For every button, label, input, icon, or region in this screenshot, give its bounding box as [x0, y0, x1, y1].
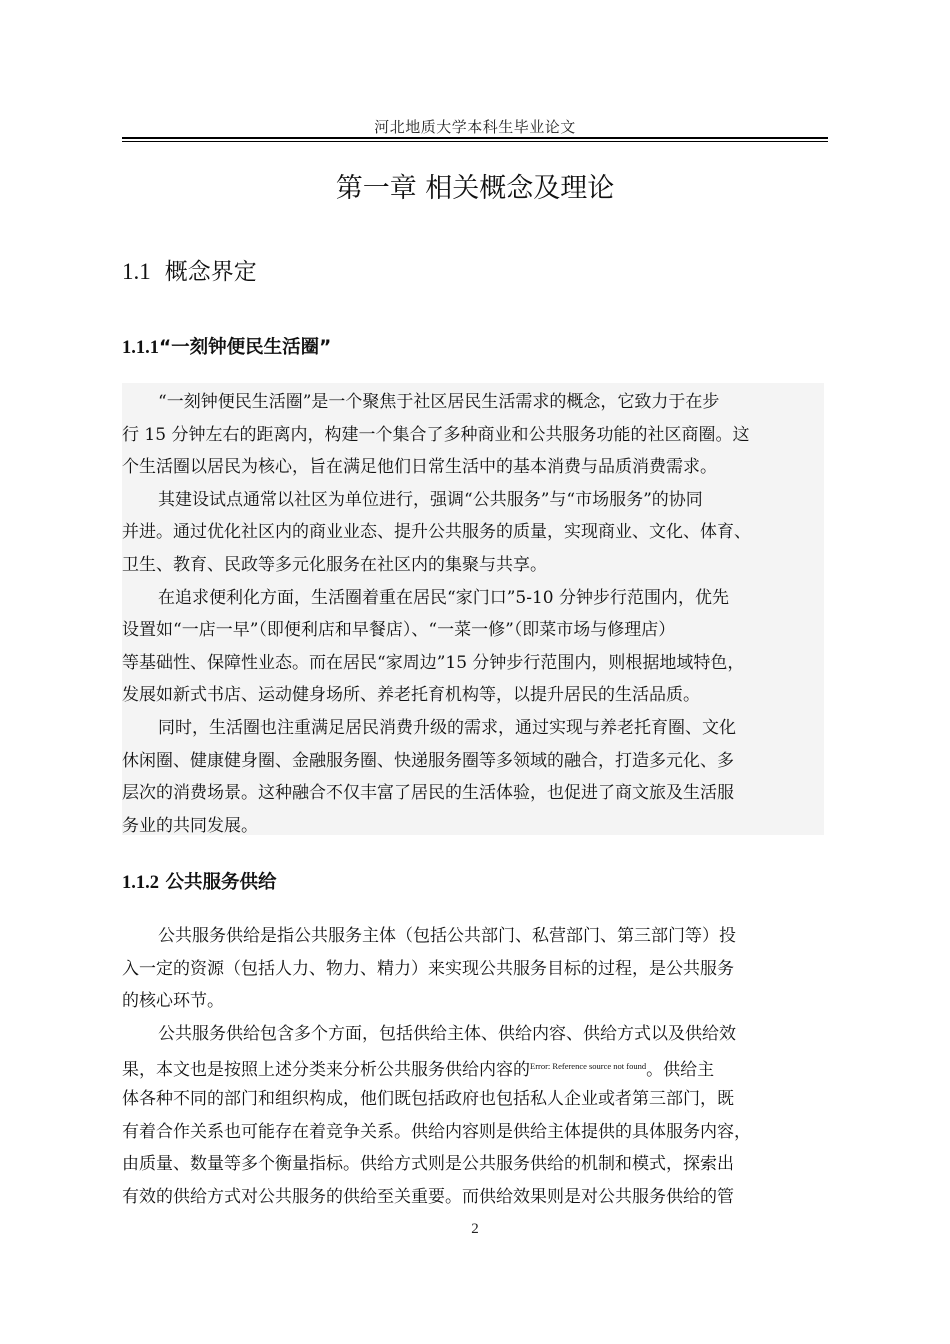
paragraph-line: 体各种不同的部门和组织构成，他们既包括政府也包括私人企业或者第三部门，既: [122, 1088, 734, 1109]
header-rule-thick: [122, 137, 828, 139]
subsection-number-2: 1.1.2: [122, 873, 159, 893]
paragraph-line: 同时，生活圈也注重满足居民消费升级的需求，通过实现与养老托育圈、文化: [158, 717, 736, 738]
paragraph-line: 休闲圈、健康健身圈、金融服务圈、快递服务圈等多领域的融合，打造多元化、多: [122, 750, 734, 771]
chapter-title: 第一章 相关概念及理论: [335, 173, 615, 204]
paragraph-line: 入一定的资源（包括人力、物力、精力）来实现公共服务目标的过程，是公共服务: [122, 958, 734, 979]
subsection-number-1: 1.1.1: [122, 338, 159, 358]
paragraph-line: 的核心环节。: [122, 991, 224, 1012]
paragraph-line: 等基础性、保障性业态。而在居民“家周边”15 分钟步行范围内，则根据地域特色，: [122, 652, 745, 673]
subsection-heading-1: [122, 333, 331, 359]
paragraph-line: 发展如新式书店、运动健身场所、养老托育机构等，以提升居民的生活品质。: [122, 685, 700, 706]
paragraph-text: 果，本文也是按照上述分类来分析公共服务供给内容的: [122, 1060, 530, 1081]
paragraph-line: [122, 1050, 828, 1083]
page-number: 2: [471, 1221, 479, 1237]
paragraph-line: “一刻钟便民生活圈”是一个聚焦于社区居民生活需求的概念，它致力于在步: [158, 392, 720, 412]
section-number: 1.1: [122, 259, 151, 284]
paragraph-text: 。供给主: [646, 1060, 715, 1081]
paragraph-line: 公共服务供给是指公共服务主体（包括公共部门、私营部门、第三部门等）投: [158, 926, 736, 946]
paragraph-line: 层次的消费场景。这种融合不仅丰富了居民的生活体验，也促进了商文旅及生活服: [122, 783, 734, 804]
paragraph-line: 行 15 分钟左右的距离内，构建一个集合了多种商业和公共服务功能的社区商圈。这: [122, 424, 750, 445]
paragraph-line: 由质量、数量等多个衡量指标。供给方式则是公共服务供给的机制和模式，探索出: [122, 1154, 734, 1175]
paragraph-line: 有效的供给方式对公共服务的供给至关重要。而供给效果则是对公共服务供给的管: [122, 1186, 734, 1207]
running-header: 河北地质大学本科生毕业论文: [374, 118, 576, 136]
section-title: 概念界定: [164, 259, 257, 285]
paragraph-line: 公共服务供给包含多个方面，包括供给主体、供给内容、供给方式以及供给效: [158, 1023, 736, 1044]
paragraph-line: 个生活圈以居民为核心，旨在满足他们日常生活中的基本消费与品质消费需求。: [122, 457, 717, 478]
reference-error-marker: Error: Reference source not found: [530, 1061, 647, 1072]
section-heading: [122, 253, 257, 286]
header-rule-thin: [122, 141, 828, 142]
paragraph-line: 有着合作关系也可能存在着竞争关系。供给内容则是供给主体提供的具体服务内容，: [122, 1121, 751, 1142]
paragraph-line: 在追求便利化方面，生活圈着重在居民“家门口”5-10 分钟步行范围内，优先: [158, 587, 729, 608]
subsection-title-2: 公共服务供给: [165, 872, 277, 893]
paragraph-line: 卫生、教育、民政等多元化服务在社区内的集聚与共享。: [122, 554, 547, 575]
subsection-2-body: [122, 920, 828, 1213]
subsection-1-body: [122, 386, 828, 842]
paragraph-line: 设置如“一店一早”（即便利店和早餐店）、“一菜一修”（即菜市场与修理店）: [122, 620, 676, 641]
paragraph-line: 务业的共同发展。: [122, 815, 258, 836]
paragraph-line: 并进。通过优化社区内的商业业态、提升公共服务的质量，实现商业、文化、体育、: [122, 522, 751, 543]
subsection-heading-2: [122, 868, 276, 894]
subsection-title-1: “一刻钟便民生活圈”: [159, 337, 332, 358]
paragraph-line: 其建设试点通常以社区为单位进行，强调“公共服务”与“市场服务”的协同: [158, 489, 703, 510]
